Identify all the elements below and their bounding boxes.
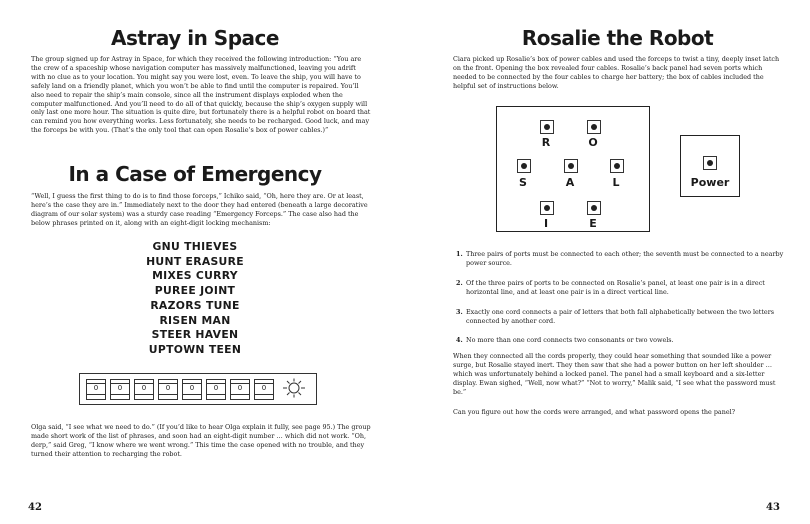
port-label: A bbox=[565, 176, 575, 189]
sun-icon bbox=[279, 378, 309, 398]
page-number: 42 bbox=[28, 502, 42, 513]
lock-dial[interactable] bbox=[110, 379, 130, 400]
port-o[interactable] bbox=[587, 120, 601, 134]
port-i[interactable] bbox=[540, 201, 554, 215]
rosalie-outro-paragraph: When they connected all the cords properly, they could hear something that sounded like a power surge, but Rosalie stayed inert. They then saw that she had a power button on her left shoulder … which was unfortunately behind a locked panel. The panel had a small keyboard and a six-letter display. Ewan sighed, “Well, now what?” “Not to worry,” Malik said, “I see what the password must be.” bbox=[453, 352, 776, 396]
phrase-item: GNU THIEVES bbox=[152, 240, 238, 253]
lock-dial[interactable] bbox=[134, 379, 154, 400]
port-label: R bbox=[541, 136, 551, 149]
instruction-text: Exactly one cord connects a pair of letters that both fall alphabetically between the two letters connected by another cord. bbox=[466, 308, 775, 325]
port-label: I bbox=[543, 217, 549, 230]
instruction-number: 2. bbox=[456, 279, 463, 287]
lock-dial[interactable] bbox=[254, 379, 274, 400]
rosalie-intro-paragraph: Ciara picked up Rosalie’s box of power cables and used the forceps to twist a tiny, deeply inset latch on the front. Opening the box revealed four cables. Rosalie’s back panel had seven ports which needed to be connected by the four cables to charge her battery; the box of cables included the helpful set of instructions below. bbox=[453, 55, 780, 90]
power-port[interactable] bbox=[703, 156, 717, 170]
lock-digit: 0 bbox=[165, 384, 171, 392]
port-s[interactable] bbox=[517, 159, 531, 173]
phrase-item: UPTOWN TEEN bbox=[148, 342, 242, 356]
port-label: E bbox=[589, 217, 597, 230]
lock-digit: 0 bbox=[213, 384, 219, 392]
lock-dial[interactable] bbox=[206, 379, 226, 400]
lock-digit: 0 bbox=[261, 384, 267, 392]
instruction-number: 1. bbox=[456, 250, 463, 258]
intro-paragraph: The group signed up for Astray in Space, for which they received the following introduction: “You are the crew of a spaceship whose navigation computer has massively malfunctioned, leaving you adrift with no clue as to your location. You might say you were lost, even. To leave the ship, you will have to safely land on a friendly planet, which you won’t be able to find until the computer is repaired. You’ll also need to repair the ship’s main console, since all the instrument displays exploded when the computer malfunctioned. And you’ll need to do all of that quickly, because the ship’s oxygen supply will only last one more hour. The situation is quite dire, but fortunately there is a helpful robot on board that can remind you how everything works. Less fortunately, she needs to be recharged. Good luck, and may the forceps be with you. (That’s the only tool that can open Rosalie’s box of power cables.)” bbox=[31, 55, 371, 135]
instruction-number: 3. bbox=[456, 308, 463, 316]
phrase-item: STEER HAVEN bbox=[151, 328, 239, 342]
outro-paragraph: Olga said, “I see what we need to do.” (If you’d like to hear Olga explain it fully, see page 95.) The group made short work of the list of phrases, and soon had an eight-digit number … which did not work. “Oh, derp,” said Greg, “I know where we went wrong.” This time the case opened with no trouble, and they turned their attention to recharging the robot. bbox=[31, 423, 371, 458]
page-number: 43 bbox=[766, 502, 780, 513]
instruction-text: Of the three pairs of ports to be connected on Rosalie’s panel, at least one pair is in a direct horizontal line, and at least one pair is in a direct vertical line. bbox=[466, 279, 765, 296]
robot-port-panel bbox=[496, 106, 650, 232]
title-case-of-emergency: In a Case of Emergency bbox=[68, 162, 322, 186]
lock-dial[interactable] bbox=[86, 379, 106, 400]
port-a[interactable] bbox=[564, 159, 578, 173]
phrase-list bbox=[110, 240, 280, 358]
port-e[interactable] bbox=[587, 201, 601, 215]
power-label: Power bbox=[690, 176, 730, 189]
port-label: L bbox=[612, 176, 620, 189]
instruction-number: 4. bbox=[456, 336, 463, 344]
phrase-item: RISEN MAN bbox=[159, 313, 231, 327]
lock-dial[interactable] bbox=[182, 379, 202, 400]
port-l[interactable] bbox=[610, 159, 624, 173]
lock-dial[interactable] bbox=[158, 379, 178, 400]
phrase-item: PUREE JOINT bbox=[154, 284, 236, 298]
lock-digit: 0 bbox=[93, 384, 99, 392]
phrase-item: MIXES CURRY bbox=[152, 269, 238, 283]
port-r[interactable] bbox=[540, 120, 554, 134]
port-label: O bbox=[588, 136, 598, 149]
puzzle-question: Can you figure out how the cords were arranged, and what password opens the panel? bbox=[453, 408, 736, 416]
lock-digit: 0 bbox=[141, 384, 147, 392]
instruction-text: No more than one cord connects two consonants or two vowels. bbox=[466, 336, 674, 344]
emergency-paragraph: “Well, I guess the first thing to do is to find those forceps,” Ichiko said, “Oh, here they are. Or at least, here’s the case they are in.” Immediately next to the door they had entered (beneath a large decorative diagram of our solar system) was a sturdy case reading “Emergency Forceps.” The case also had the below phrases printed on it, along with an eight-digit locking mechanism: bbox=[31, 192, 368, 227]
lock-digit: 0 bbox=[237, 384, 243, 392]
phrase-item: HUNT ERASURE bbox=[146, 254, 244, 268]
power-source-box bbox=[680, 135, 740, 197]
title-astray-in-space: Astray in Space bbox=[111, 26, 279, 50]
phrase-item: RAZORS TUNE bbox=[150, 298, 240, 312]
lock-digit: 0 bbox=[117, 384, 123, 392]
title-rosalie-the-robot: Rosalie the Robot bbox=[521, 26, 714, 50]
lock-dial[interactable] bbox=[230, 379, 250, 400]
instruction-text: Three pairs of ports must be connected to each other; the seventh must be connected to a nearby power source. bbox=[466, 250, 784, 267]
port-label: S bbox=[519, 176, 527, 189]
lock-digit: 0 bbox=[189, 384, 195, 392]
